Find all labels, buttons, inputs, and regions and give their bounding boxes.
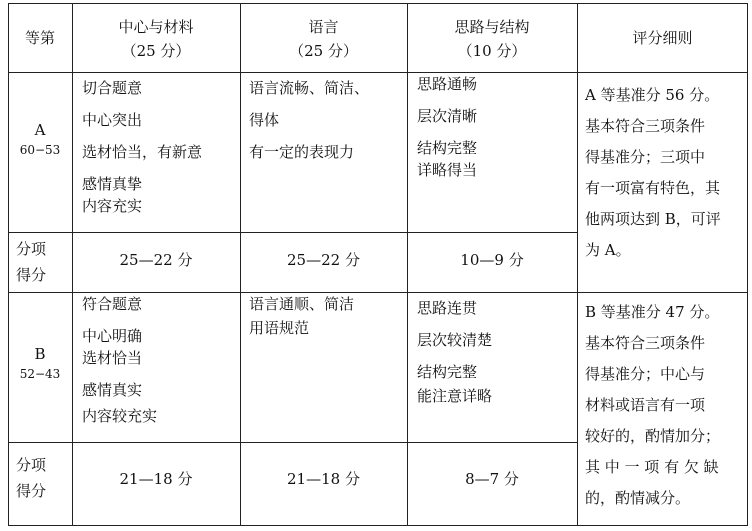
structure-criteria-b: 思路连贯 层次较清楚 结构完整 能注意详略 xyxy=(417,299,493,405)
language-criteria-a: 语言流畅、简洁、 得体 有一定的表现力 xyxy=(249,79,370,161)
content-criteria-b: 符合题意 中心明确 选材恰当 感情真实 内容较充实 xyxy=(82,295,158,425)
header-structure: 思路与结构 （10 分） xyxy=(454,18,530,60)
grade-a: A 60−53 xyxy=(19,121,61,157)
score-label-b: 分项 得分 xyxy=(16,456,47,500)
score-content-b: 21—18 分 xyxy=(119,470,193,488)
content-criteria-a: 切合题意 中心突出 选材恰当，有新意 感情真挚 内容充实 xyxy=(82,79,203,215)
header-content: 中心与材料 （25 分） xyxy=(118,18,194,60)
score-structure-a: 10—9 分 xyxy=(460,251,524,269)
header-rules: 评分细则 xyxy=(632,29,693,47)
rules-b: B 等基准分 47 分。 基本符合三项条件 得基准分；中心与 材料或语言有一项 较好的，酌情加分； 其 中 一 项 有 欠 缺 的，酌情减分。 xyxy=(585,303,721,507)
score-language-a: 25—22 分 xyxy=(287,251,360,269)
score-language-b: 21—18 分 xyxy=(287,470,360,488)
score-content-a: 25—22 分 xyxy=(119,251,193,269)
header-grade: 等第 xyxy=(24,29,55,47)
structure-criteria-a: 思路通畅 层次清晰 结构完整 详略得当 xyxy=(417,75,478,179)
grade-b: B 52−43 xyxy=(19,345,61,381)
rules-a: A 等基准分 56 分。 基本符合三项条件 得基准分；三项中 有一项富有特色，其 他两项达到 B，可评 为 A。 xyxy=(585,86,721,259)
language-criteria-b: 语言通顺、简洁 用语规范 xyxy=(249,295,355,337)
header-language: 语言 （25 分） xyxy=(289,18,358,60)
score-structure-b: 8—7 分 xyxy=(465,470,519,488)
score-label-a: 分项 得分 xyxy=(16,240,47,284)
